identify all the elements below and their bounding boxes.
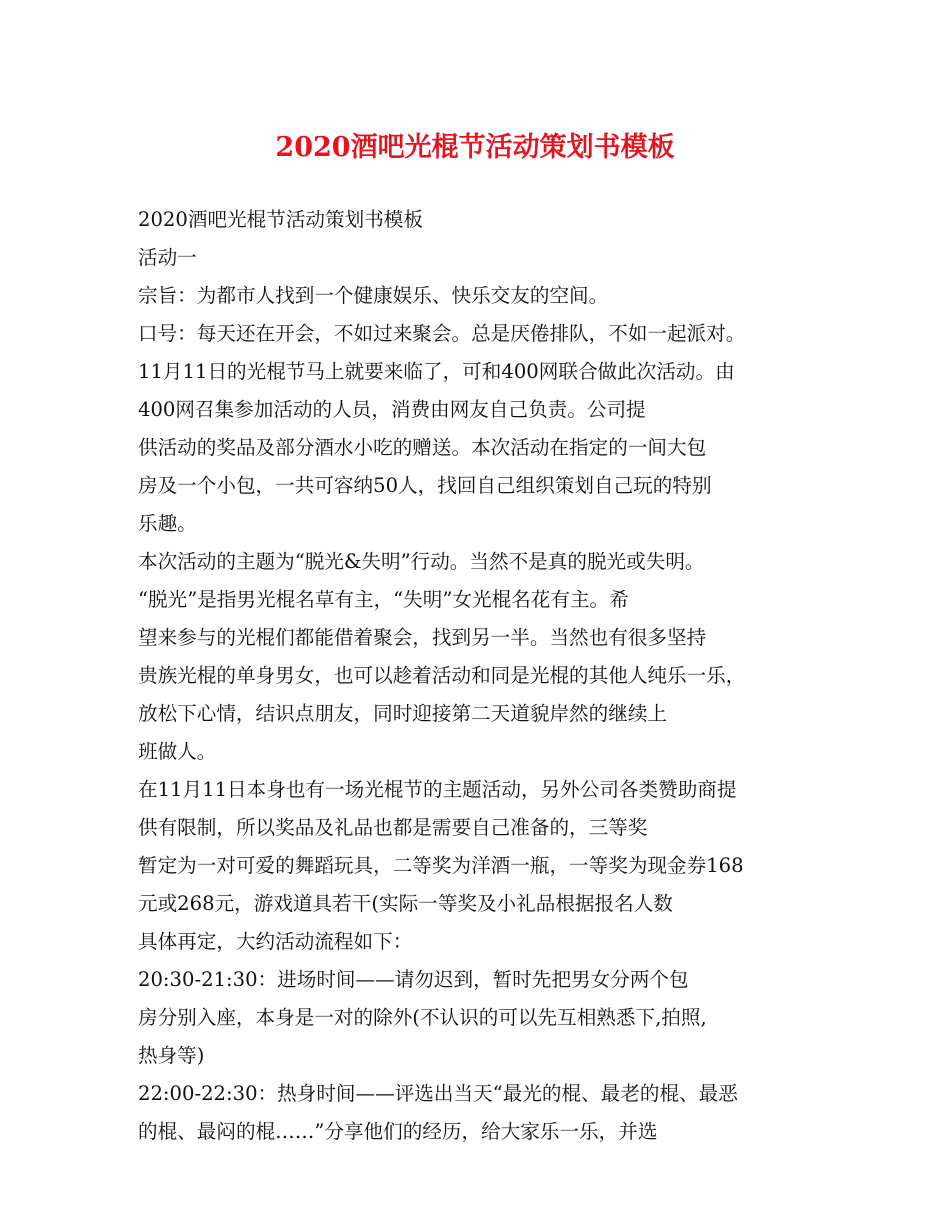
body-line: 400网召集参加活动的人员，消费由网友自己负责。公司提	[138, 398, 646, 421]
body-line: 供活动的奖品及部分酒水小吃的赠送。本次活动在指定的一间大包	[138, 436, 707, 459]
body-line: 口号：每天还在开会，不如过来聚会。总是厌倦排队，不如一起派对。	[138, 322, 746, 345]
body-line: 11月11日的光棍节马上就要来临了，可和400网联合做此次活动。由	[138, 360, 735, 383]
body-line: 元或268元，游戏道具若干(实际一等奖及小礼品根据报名人数	[138, 892, 673, 915]
body-line: 班做人。	[138, 740, 217, 763]
body-line: 在11月11日本身也有一场光棍节的主题活动，另外公司各类赞助商提	[138, 778, 737, 801]
body-line: 具体再定，大约活动流程如下：	[138, 930, 413, 953]
body-line: 望来参与的光棍们都能借着聚会，找到另一半。当然也有很多坚持	[138, 626, 707, 649]
body-line: 供有限制，所以奖品及礼品也都是需要自己准备的，三等奖	[138, 816, 648, 839]
body-line: 房分别入座，本身是一对的除外(不认识的可以先互相熟悉下,拍照,	[138, 1006, 707, 1029]
body-line: 活动一	[138, 246, 197, 269]
body-line: 放松下心情，结识点朋友，同时迎接第二天道貌岸然的继续上	[138, 702, 668, 725]
document-body	[138, 201, 828, 1151]
body-line: 2020酒吧光棍节活动策划书模板	[138, 208, 423, 231]
body-line: 本次活动的主题为“脱光&失明”行动。当然不是真的脱光或失明。	[138, 550, 705, 573]
body-line: 热身等)	[138, 1044, 205, 1067]
body-line: 贵族光棍的单身男女，也可以趁着活动和同是光棍的其他人纯乐一乐，	[138, 664, 746, 687]
body-line: 乐趣。	[138, 512, 197, 535]
body-line: 20:30-21:30：进场时间——请勿迟到，暂时先把男女分两个包	[138, 968, 689, 991]
body-line: 22:00-22:30：热身时间——评选出当天“最光的棍、最老的棍、最恶	[138, 1082, 738, 1105]
body-line: 暂定为一对可爱的舞蹈玩具，二等奖为洋酒一瓶，一等奖为现金券168	[138, 854, 744, 877]
document-title: 2020酒吧光棍节活动策划书模板	[275, 132, 675, 163]
body-line: 房及一个小包，一共可容纳50人，找回自己组织策划自己玩的特别	[138, 474, 712, 497]
body-line: 的棍、最闷的棍……”分享他们的经历，给大家乐一乐，并选	[138, 1120, 658, 1143]
body-line: “脱光”是指男光棍名草有主，“失明”女光棍名花有主。希	[138, 588, 629, 611]
body-line: 宗旨：为都市人找到一个健康娱乐、快乐交友的空间。	[138, 284, 609, 307]
